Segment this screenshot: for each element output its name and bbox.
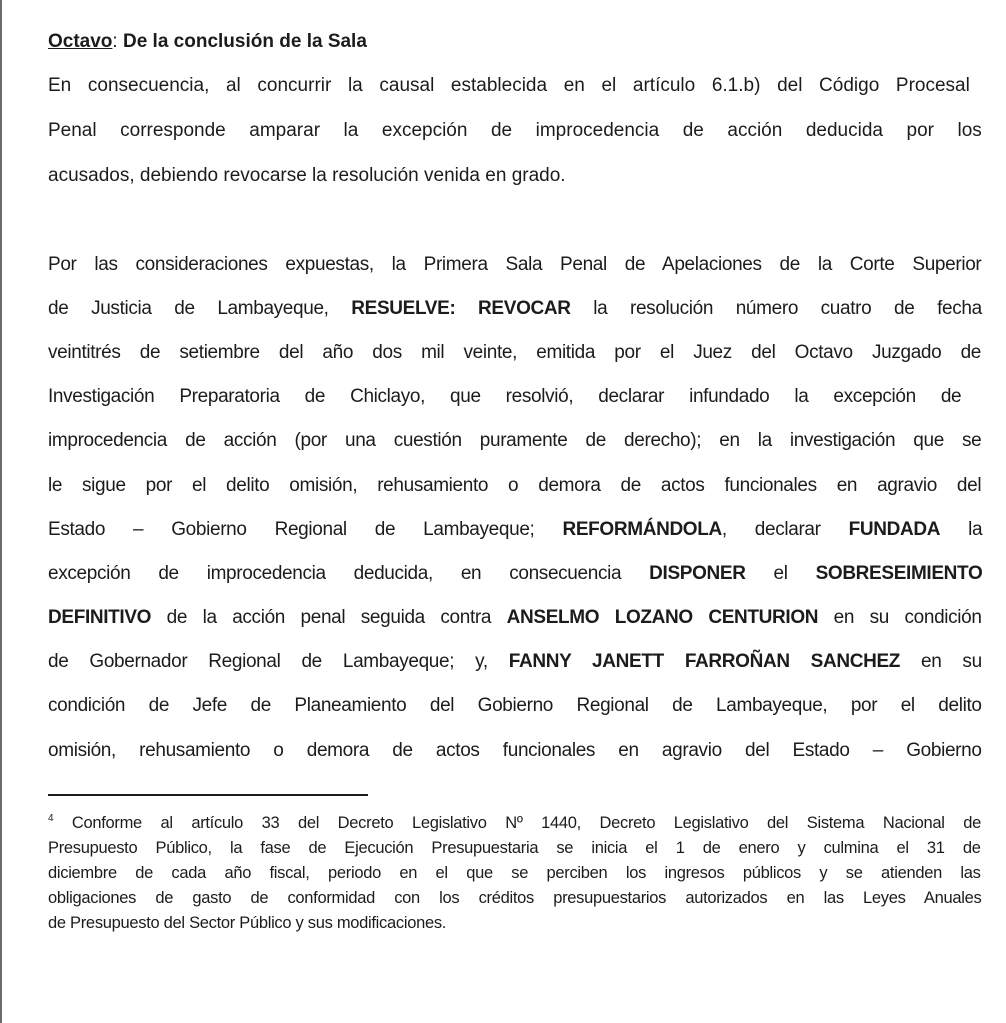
text-run: de Gobernador Regional de Lambayeque; y, — [48, 651, 509, 672]
footnote-line: obligaciones de gasto de conformidad con los créditos presupuestarios autorizados en las Leyes Anuales — [48, 889, 982, 907]
bold-defendant-name-1: ANSELMO LOZANO CENTURION — [506, 607, 819, 628]
paragraph2-line: Por las consideraciones expuestas, la Primera Sala Penal de Apelaciones de la Corte Superior — [48, 254, 982, 275]
section-heading-colon: : — [112, 31, 118, 52]
text-run: en su condición — [818, 607, 982, 628]
paragraph2-line — [48, 297, 984, 321]
text-run: la resolución número cuatro de fecha — [570, 298, 982, 319]
paragraph1-line: En consecuencia, al concurrir la causal establecida en el artículo 6.1.b) del Código Procesal — [48, 75, 970, 96]
text-run: de la acción penal seguida contra — [151, 607, 507, 628]
footnote-line: de Presupuesto del Sector Público y sus modificaciones. — [48, 914, 447, 932]
bold-sobreseimiento: SOBRESEIMIENTO — [815, 563, 983, 584]
paragraph2-line — [48, 606, 984, 630]
section-heading-title: De la conclusión de la Sala — [117, 31, 367, 52]
paragraph2-line — [48, 562, 984, 586]
paragraph2-line: veintitrés de setiembre del año dos mil veinte, emitida por el Juez del Octavo Juzgado de — [48, 342, 981, 363]
section-heading-label: Octavo — [48, 31, 113, 52]
bold-definitivo: DEFINITIVO — [48, 607, 152, 628]
text-run: Conforme al artículo 33 del Decreto Legislativo Nº 1440, Decreto Legislativo del Sistema Nacional de — [53, 814, 981, 832]
paragraph2-line — [48, 518, 984, 542]
text-run: la — [940, 519, 983, 540]
paragraph2-line: omisión, rehusamiento o demora de actos funcionales en agravio del Estado – Gobierno — [48, 740, 982, 761]
text-run: el — [745, 563, 816, 584]
text-run: excepción de improcedencia deducida, en consecuencia — [48, 563, 650, 584]
paragraph2-line: condición de Jefe de Planeamiento del Gobierno Regional de Lambayeque, por el delito — [48, 695, 982, 716]
section-heading — [48, 30, 367, 54]
footnote-separator — [48, 794, 368, 796]
text-run: en su — [900, 651, 982, 672]
bold-defendant-name-2: FANNY JANETT FARROÑAN SANCHEZ — [508, 651, 901, 672]
bold-resuelve-revocar: RESUELVE: REVOCAR — [351, 298, 571, 319]
paragraph2-line — [48, 650, 984, 674]
bold-disponer: DISPONER — [649, 563, 746, 584]
bold-fundada: FUNDADA — [848, 519, 941, 540]
text-run: Estado – Gobierno Regional de Lambayeque; — [48, 519, 563, 540]
paragraph2-line: Investigación Preparatoria de Chiclayo, que resolvió, declarar infundado la excepción de — [48, 386, 962, 407]
paragraph2-line: improcedencia de acción (por una cuestión puramente de derecho); en la investigación que se — [48, 430, 982, 451]
footnote-line: diciembre de cada año fiscal, periodo en el que se perciben los ingresos públicos y se atienden las — [48, 864, 981, 882]
paragraph1-line: Penal corresponde amparar la excepción de improcedencia de acción deducida por los — [48, 120, 982, 141]
page-left-border — [0, 0, 2, 1023]
footnote-line: Presupuesto Público, la fase de Ejecución Presupuestaria se inicia el 1 de enero y culmina el 31 de — [48, 839, 981, 857]
footnote-marker: 4 — [48, 813, 54, 824]
bold-reformandola: REFORMÁNDOLA — [562, 519, 722, 540]
paragraph2-line: le sigue por el delito omisión, rehusamiento o demora de actos funcionales en agravio del — [48, 475, 982, 496]
text-run: , declarar — [721, 519, 849, 540]
footnote-line — [48, 813, 984, 834]
paragraph1-line: acusados, debiendo revocarse la resolución venida en grado. — [48, 165, 566, 186]
text-run: de Justicia de Lambayeque, — [48, 298, 352, 319]
